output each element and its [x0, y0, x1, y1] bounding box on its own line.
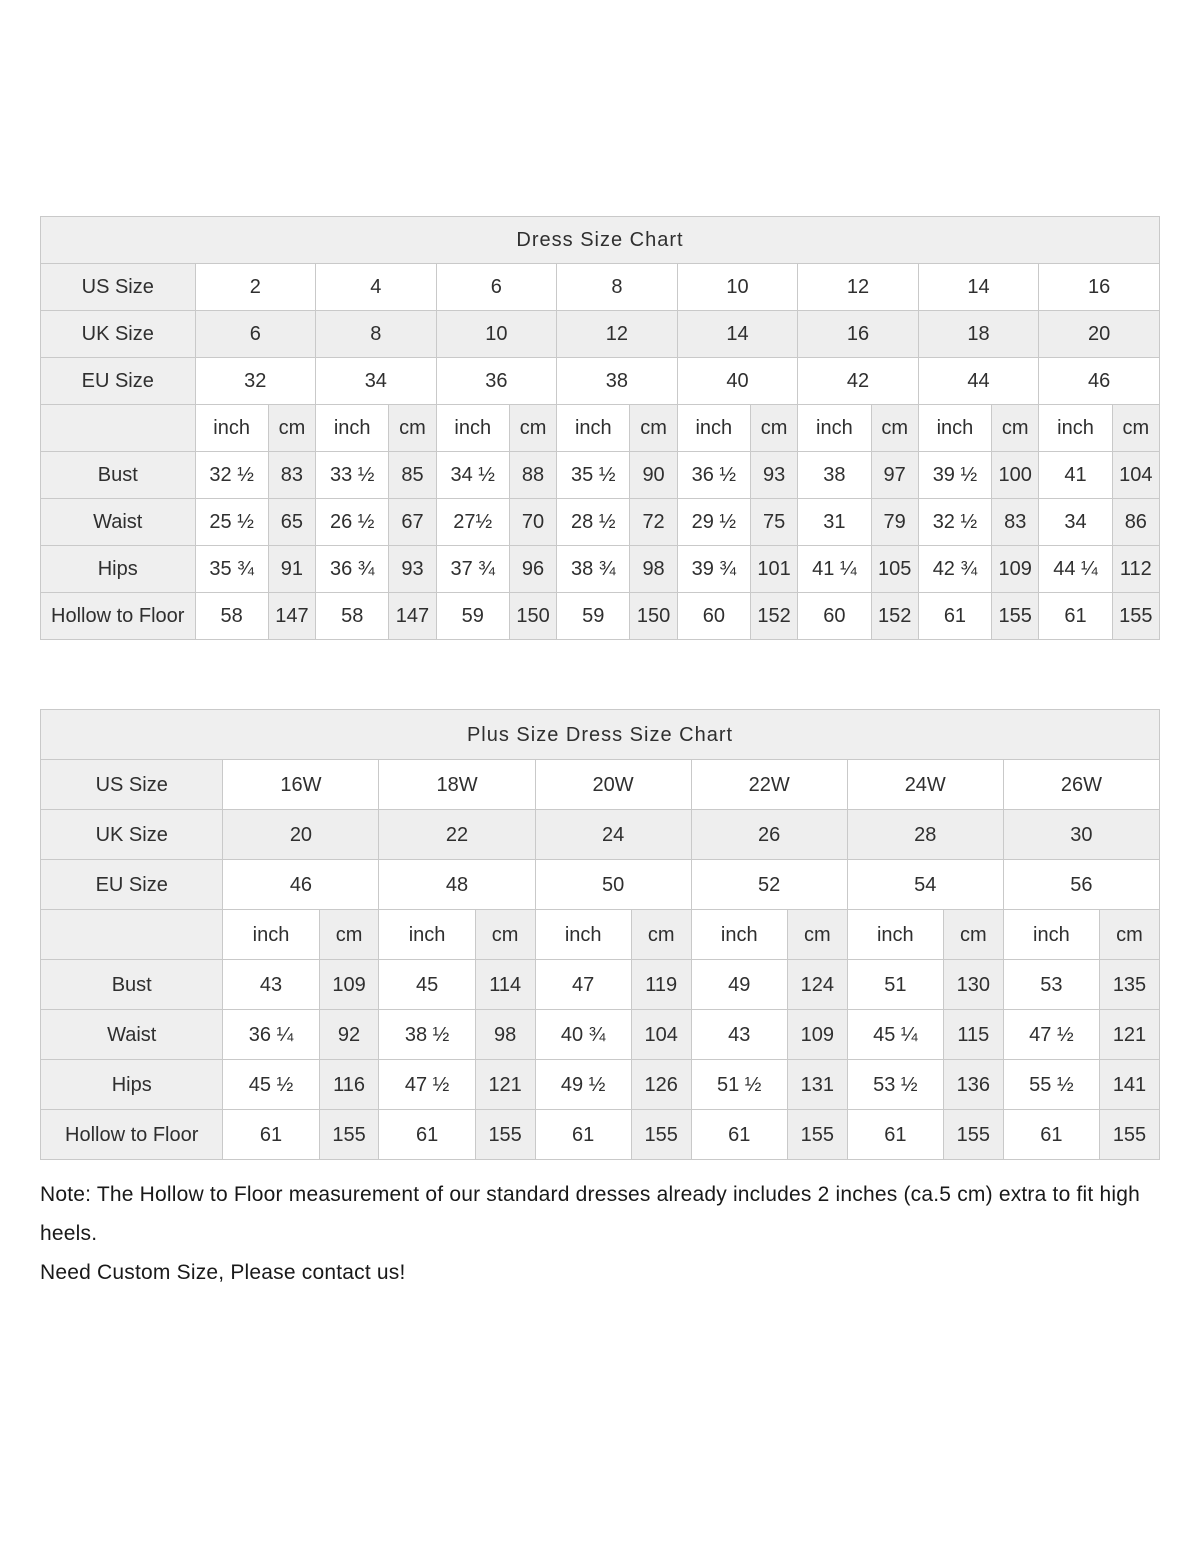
unit-inch-header: inch: [316, 405, 389, 452]
measure-cm-cell: 98: [475, 1010, 535, 1060]
size-value-cell: 10: [677, 264, 798, 311]
row-label: UK Size: [41, 810, 223, 860]
measure-inch-cell: 61: [847, 1110, 943, 1160]
measure-inch-cell: 29 ½: [677, 499, 750, 546]
measure-cm-cell: 104: [631, 1010, 691, 1060]
measure-inch-cell: 43: [691, 1010, 787, 1060]
plus-size-dress-size-chart-table: [40, 709, 1160, 1160]
standard-dress-size-chart-table: [40, 216, 1160, 640]
measure-cm-cell: 121: [1100, 1010, 1160, 1060]
unit-inch-header: inch: [223, 910, 319, 960]
measure-inch-cell: 27½: [436, 499, 509, 546]
size-value-cell: 44: [918, 358, 1039, 405]
size-value-cell: 14: [677, 311, 798, 358]
size-value-cell: 14: [918, 264, 1039, 311]
size-value-cell: 4: [316, 264, 437, 311]
size-value-cell: 56: [1003, 860, 1159, 910]
measure-inch-cell: 41 ¼: [798, 546, 871, 593]
measure-inch-cell: 47 ½: [379, 1060, 475, 1110]
measure-cm-cell: 109: [319, 960, 379, 1010]
size-value-cell: 20: [223, 810, 379, 860]
measure-inch-cell: 58: [195, 593, 268, 640]
measure-inch-cell: 47 ½: [1003, 1010, 1099, 1060]
measure-inch-cell: 53: [1003, 960, 1099, 1010]
measure-inch-cell: 61: [379, 1110, 475, 1160]
measure-cm-cell: 155: [1100, 1110, 1160, 1160]
unit-inch-header: inch: [847, 910, 943, 960]
size-value-cell: 16W: [223, 760, 379, 810]
unit-cm-header: cm: [1112, 405, 1159, 452]
measure-inch-cell: 26 ½: [316, 499, 389, 546]
unit-cm-header: cm: [475, 910, 535, 960]
measure-inch-cell: 38 ¾: [557, 546, 630, 593]
measure-inch-cell: 60: [798, 593, 871, 640]
unit-cm-header: cm: [1100, 910, 1160, 960]
measure-cm-cell: 100: [992, 452, 1039, 499]
size-value-cell: 2: [195, 264, 316, 311]
measure-inch-cell: 36 ½: [677, 452, 750, 499]
measure-cm-cell: 109: [787, 1010, 847, 1060]
measure-cm-cell: 141: [1100, 1060, 1160, 1110]
measure-cm-cell: 147: [389, 593, 436, 640]
unit-cm-header: cm: [389, 405, 436, 452]
measure-cm-cell: 116: [319, 1060, 379, 1110]
measure-inch-cell: 45 ½: [223, 1060, 319, 1110]
measure-inch-cell: 45: [379, 960, 475, 1010]
measure-cm-cell: 75: [751, 499, 798, 546]
unit-cm-header: cm: [943, 910, 1003, 960]
size-value-cell: 6: [195, 311, 316, 358]
measure-cm-cell: 86: [1112, 499, 1159, 546]
measure-inch-cell: 35 ¾: [195, 546, 268, 593]
unit-inch-header: inch: [557, 405, 630, 452]
unit-row-label: [41, 910, 223, 960]
size-value-cell: 18: [918, 311, 1039, 358]
unit-inch-header: inch: [798, 405, 871, 452]
unit-inch-header: inch: [379, 910, 475, 960]
size-value-cell: 16: [1039, 264, 1160, 311]
row-label: Hollow to Floor: [41, 593, 196, 640]
measure-inch-cell: 60: [677, 593, 750, 640]
row-label: Bust: [41, 452, 196, 499]
size-value-cell: 46: [1039, 358, 1160, 405]
measure-cm-cell: 126: [631, 1060, 691, 1110]
measure-inch-cell: 34 ½: [436, 452, 509, 499]
size-value-cell: 50: [535, 860, 691, 910]
measure-cm-cell: 104: [1112, 452, 1159, 499]
measure-inch-cell: 59: [557, 593, 630, 640]
size-value-cell: 6: [436, 264, 557, 311]
row-label: US Size: [41, 264, 196, 311]
measure-cm-cell: 97: [871, 452, 918, 499]
measure-inch-cell: 40 ¾: [535, 1010, 631, 1060]
size-value-cell: 46: [223, 860, 379, 910]
measure-cm-cell: 83: [268, 452, 315, 499]
measure-cm-cell: 96: [509, 546, 556, 593]
measure-inch-cell: 47: [535, 960, 631, 1010]
size-value-cell: 40: [677, 358, 798, 405]
measure-cm-cell: 115: [943, 1010, 1003, 1060]
measure-cm-cell: 83: [992, 499, 1039, 546]
measure-inch-cell: 49: [691, 960, 787, 1010]
measure-inch-cell: 51 ½: [691, 1060, 787, 1110]
row-label: Hollow to Floor: [41, 1110, 223, 1160]
size-value-cell: 52: [691, 860, 847, 910]
measure-cm-cell: 155: [319, 1110, 379, 1160]
size-value-cell: 38: [557, 358, 678, 405]
chart-title: Dress Size Chart: [41, 217, 1160, 264]
measure-cm-cell: 65: [268, 499, 315, 546]
note-custom-size: Need Custom Size, Please contact us!: [40, 1261, 406, 1284]
note-hollow-to-floor: Note: The Hollow to Floor measurement of our standard dresses already includes 2 inches (ca.5 cm) extra to fit high heels.: [40, 1183, 1140, 1245]
row-label: Bust: [41, 960, 223, 1010]
unit-cm-header: cm: [787, 910, 847, 960]
measure-inch-cell: 44 ¼: [1039, 546, 1112, 593]
measure-cm-cell: 114: [475, 960, 535, 1010]
size-value-cell: 12: [557, 311, 678, 358]
unit-inch-header: inch: [1039, 405, 1112, 452]
measure-cm-cell: 85: [389, 452, 436, 499]
measure-cm-cell: 70: [509, 499, 556, 546]
measure-cm-cell: 135: [1100, 960, 1160, 1010]
measure-inch-cell: 32 ½: [918, 499, 991, 546]
measure-cm-cell: 91: [268, 546, 315, 593]
measure-inch-cell: 59: [436, 593, 509, 640]
measure-cm-cell: 155: [1112, 593, 1159, 640]
row-label: EU Size: [41, 358, 196, 405]
measure-cm-cell: 155: [943, 1110, 1003, 1160]
size-value-cell: 54: [847, 860, 1003, 910]
measure-cm-cell: 92: [319, 1010, 379, 1060]
measure-inch-cell: 51: [847, 960, 943, 1010]
unit-inch-header: inch: [535, 910, 631, 960]
measure-cm-cell: 119: [631, 960, 691, 1010]
measure-cm-cell: 147: [268, 593, 315, 640]
size-value-cell: 20W: [535, 760, 691, 810]
measure-inch-cell: 36 ¾: [316, 546, 389, 593]
measure-inch-cell: 38: [798, 452, 871, 499]
measure-inch-cell: 31: [798, 499, 871, 546]
size-value-cell: 22W: [691, 760, 847, 810]
measure-cm-cell: 98: [630, 546, 677, 593]
size-value-cell: 42: [798, 358, 919, 405]
measure-cm-cell: 121: [475, 1060, 535, 1110]
measure-inch-cell: 39 ¾: [677, 546, 750, 593]
measure-inch-cell: 49 ½: [535, 1060, 631, 1110]
size-value-cell: 22: [379, 810, 535, 860]
measure-inch-cell: 55 ½: [1003, 1060, 1099, 1110]
measure-cm-cell: 136: [943, 1060, 1003, 1110]
row-label: US Size: [41, 760, 223, 810]
measure-cm-cell: 152: [871, 593, 918, 640]
measure-cm-cell: 155: [475, 1110, 535, 1160]
measure-cm-cell: 79: [871, 499, 918, 546]
size-value-cell: 10: [436, 311, 557, 358]
measure-inch-cell: 32 ½: [195, 452, 268, 499]
measure-cm-cell: 93: [751, 452, 798, 499]
measure-inch-cell: 41: [1039, 452, 1112, 499]
measure-cm-cell: 93: [389, 546, 436, 593]
row-label: Hips: [41, 546, 196, 593]
row-label: Waist: [41, 499, 196, 546]
measure-inch-cell: 43: [223, 960, 319, 1010]
size-value-cell: 32: [195, 358, 316, 405]
measure-cm-cell: 105: [871, 546, 918, 593]
unit-cm-header: cm: [509, 405, 556, 452]
measure-cm-cell: 131: [787, 1060, 847, 1110]
unit-cm-header: cm: [319, 910, 379, 960]
measure-cm-cell: 67: [389, 499, 436, 546]
size-value-cell: 26: [691, 810, 847, 860]
size-value-cell: 24: [535, 810, 691, 860]
measure-inch-cell: 37 ¾: [436, 546, 509, 593]
measure-cm-cell: 124: [787, 960, 847, 1010]
row-label: UK Size: [41, 311, 196, 358]
measure-inch-cell: 61: [691, 1110, 787, 1160]
note-block: [40, 1175, 1160, 1292]
measure-inch-cell: 58: [316, 593, 389, 640]
measure-cm-cell: 150: [509, 593, 556, 640]
size-value-cell: 8: [316, 311, 437, 358]
unit-cm-header: cm: [631, 910, 691, 960]
measure-cm-cell: 112: [1112, 546, 1159, 593]
measure-inch-cell: 61: [918, 593, 991, 640]
size-value-cell: 36: [436, 358, 557, 405]
unit-inch-header: inch: [436, 405, 509, 452]
size-value-cell: 16: [798, 311, 919, 358]
size-value-cell: 8: [557, 264, 678, 311]
measure-cm-cell: 150: [630, 593, 677, 640]
row-label: Waist: [41, 1010, 223, 1060]
measure-cm-cell: 155: [787, 1110, 847, 1160]
measure-inch-cell: 61: [223, 1110, 319, 1160]
size-value-cell: 18W: [379, 760, 535, 810]
measure-cm-cell: 90: [630, 452, 677, 499]
size-value-cell: 28: [847, 810, 1003, 860]
size-value-cell: 48: [379, 860, 535, 910]
unit-inch-header: inch: [1003, 910, 1099, 960]
measure-inch-cell: 35 ½: [557, 452, 630, 499]
size-value-cell: 20: [1039, 311, 1160, 358]
measure-inch-cell: 33 ½: [316, 452, 389, 499]
measure-inch-cell: 39 ½: [918, 452, 991, 499]
measure-cm-cell: 101: [751, 546, 798, 593]
measure-inch-cell: 42 ¾: [918, 546, 991, 593]
measure-inch-cell: 25 ½: [195, 499, 268, 546]
measure-inch-cell: 38 ½: [379, 1010, 475, 1060]
unit-cm-header: cm: [751, 405, 798, 452]
measure-cm-cell: 155: [992, 593, 1039, 640]
measure-inch-cell: 34: [1039, 499, 1112, 546]
measure-cm-cell: 130: [943, 960, 1003, 1010]
unit-row-label: [41, 405, 196, 452]
row-label: Hips: [41, 1060, 223, 1110]
measure-inch-cell: 53 ½: [847, 1060, 943, 1110]
measure-cm-cell: 109: [992, 546, 1039, 593]
measure-inch-cell: 36 ¼: [223, 1010, 319, 1060]
measure-inch-cell: 61: [1039, 593, 1112, 640]
size-value-cell: 26W: [1003, 760, 1159, 810]
measure-inch-cell: 45 ¼: [847, 1010, 943, 1060]
unit-inch-header: inch: [195, 405, 268, 452]
unit-cm-header: cm: [268, 405, 315, 452]
size-value-cell: 30: [1003, 810, 1159, 860]
measure-inch-cell: 61: [535, 1110, 631, 1160]
unit-inch-header: inch: [691, 910, 787, 960]
measure-inch-cell: 61: [1003, 1110, 1099, 1160]
unit-cm-header: cm: [630, 405, 677, 452]
measure-cm-cell: 88: [509, 452, 556, 499]
unit-inch-header: inch: [918, 405, 991, 452]
unit-inch-header: inch: [677, 405, 750, 452]
table-gap: [0, 640, 1200, 709]
unit-cm-header: cm: [871, 405, 918, 452]
chart-title: Plus Size Dress Size Chart: [41, 710, 1160, 760]
measure-cm-cell: 72: [630, 499, 677, 546]
size-value-cell: 12: [798, 264, 919, 311]
measure-cm-cell: 155: [631, 1110, 691, 1160]
size-value-cell: 34: [316, 358, 437, 405]
size-value-cell: 24W: [847, 760, 1003, 810]
measure-cm-cell: 152: [751, 593, 798, 640]
unit-cm-header: cm: [992, 405, 1039, 452]
measure-inch-cell: 28 ½: [557, 499, 630, 546]
row-label: EU Size: [41, 860, 223, 910]
